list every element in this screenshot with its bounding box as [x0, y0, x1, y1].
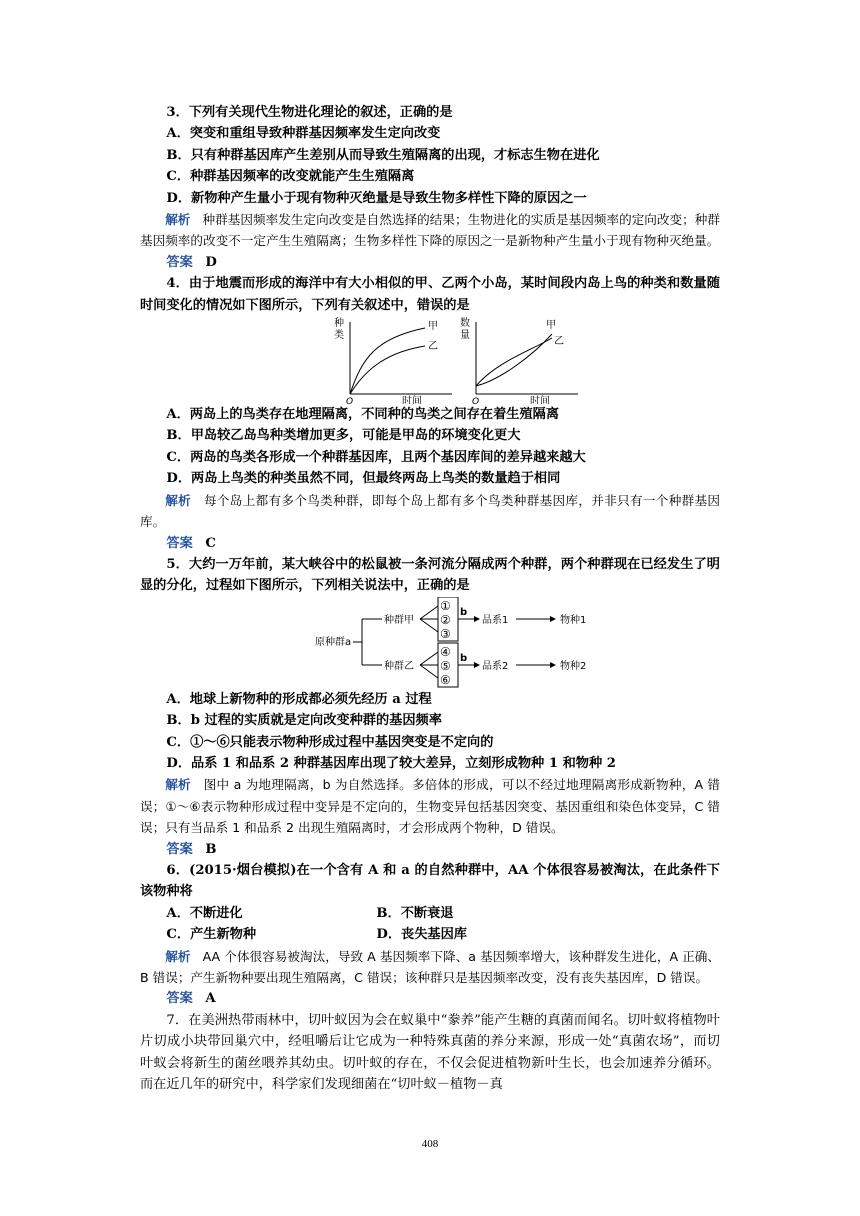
q6-option-a: A．不断进化	[166, 905, 243, 921]
q6-explanation	[140, 946, 720, 989]
q6-option-d: D．丧失基因库	[376, 927, 467, 943]
q4-right-ylabel-2: 量	[460, 330, 470, 342]
q5-mark-2: ②	[440, 612, 451, 627]
q6-options-row-2	[140, 924, 720, 945]
q4-left-graph	[334, 316, 452, 404]
q4-figure-svg	[140, 316, 720, 404]
q4-option-a: A．两岛上的鸟类存在地理隔离，不同种的鸟类之间存在着生殖隔离	[166, 407, 560, 423]
q6-stem-text: 在一个含有 A 和 a 的自然种群中，AA 个体很容易被淘汰，在此条件下该物种将	[140, 862, 720, 900]
content	[140, 102, 720, 1095]
q5-answer	[140, 839, 720, 860]
q4-explanation-text: 每个岛上都有多个鸟类种群，即每个岛上都有多个鸟类种群基因库，并非只有一个种群基因库。	[140, 492, 721, 530]
q4-right-origin: O	[472, 397, 480, 405]
q5-explanation-text: 图中 a 为地理隔离，b 为自然选择。多倍体的形成，可以不经过地理隔离形成新物种，A 错误；①～⑥表示物种形成过程中变异是不定向的，生物变异包括基因突变、基因重组和染色体变异，C 错误；只有当品系 1 和品系 2 出现生殖隔离时，才会形成两个物种，D 错误。	[140, 777, 721, 836]
q4-left-origin: O	[346, 397, 354, 405]
q5-figure-svg	[140, 597, 720, 689]
q4-left-s1: 甲	[428, 321, 438, 333]
q3-answer-label: 答案	[166, 254, 193, 270]
q5-option-d: D．品系 1 和品系 2 种群基因库出现了较大差异，立刻形成物种 1 和物种 2	[166, 755, 616, 771]
q6-answer-value: A	[205, 991, 216, 1007]
q5-mark-1: ①	[440, 598, 451, 613]
q4-answer	[140, 533, 720, 554]
q4-right-xlabel: 时间	[530, 396, 550, 405]
q5-option-c: C．①～⑥只能表示物种形成过程中基因突变是不定向的	[166, 734, 494, 750]
q5-explanation	[140, 774, 720, 838]
q4-explanation	[140, 490, 720, 533]
q3-explanation-label: 解析	[165, 212, 191, 228]
q4-left-series-yi	[350, 346, 425, 394]
q4-option-b: B．甲岛较乙岛鸟种类增加更多，可能是甲岛的环境变化更大	[166, 428, 521, 444]
q4-answer-value: C	[205, 535, 216, 551]
q5-fan-a3	[420, 619, 438, 632]
q4-stem: 4．由于地震而形成的海洋中有大小相似的甲、乙两个小岛，某时间段内岛上鸟的种类和数量随时间变化的情况如下图所示，下列有关叙述中，错误的是	[140, 276, 720, 313]
q5-arrowhead-b-a	[474, 616, 480, 622]
q5-b-label-b: b	[460, 652, 468, 664]
q3-explanation-text: 种群基因频率发生定向改变是自然选择的结果；生物进化的实质是基因频率的定向改变；种群基因频率的改变不一定产生生殖隔离；生物多样性下降的原因之一是新物种产生量小于现有物种灭绝量。	[140, 212, 721, 249]
q4-right-s2: 乙	[554, 336, 564, 348]
q4-right-graph	[460, 316, 578, 404]
q5-b-label-a: b	[460, 606, 468, 618]
q5-stem: 5．大约一万年前，某大峡谷中的松鼠被一条河流分隔成两个种群，两个种群现在已经发生了明显的分化，过程如下图所示，下列相关说法中，正确的是	[140, 556, 720, 594]
q5-answer-value: B	[205, 841, 217, 857]
q6-answer	[140, 988, 720, 1009]
q5-mark-6: ⑥	[440, 672, 451, 687]
q3-option-d: D．新物种产生量小于现有物种灭绝量是导致生物多样性下降的原因之一	[166, 190, 587, 206]
q4-option-c: C．两岛的鸟类各形成一个种群基因库，且两个基因库间的差异越来越大	[166, 449, 586, 465]
q5-fan-b1	[420, 652, 438, 665]
q4-left-ylabel-2: 类	[334, 330, 344, 342]
q4-option-d: D．两岛上鸟类的种类虽然不同，但最终两岛上鸟类的数量趋于相同	[166, 471, 561, 487]
q6-options-row-1	[140, 903, 720, 924]
q3-option-a: A．突变和重组导致种群基因频率发生定向改变	[166, 126, 441, 142]
q4-answer-label: 答案	[166, 535, 193, 551]
q3-stem: 3．下列有关现代生物进化理论的叙述，正确的是	[166, 105, 453, 120]
q3-answer	[140, 252, 720, 273]
q4-left-s2: 乙	[428, 341, 438, 353]
q5-species-2: 物种2	[560, 660, 587, 672]
q6-source: (2015·烟台模拟)	[189, 862, 297, 878]
q5-origin-label: 原种群a	[315, 636, 352, 648]
q7-stem: 7．在美洲热带雨林中，切叶蚁因为会在蚁巢中“豢养”能产生糖的真菌而闻名。切叶蚁将植物叶片切成小块带回巢穴中，经咀嚼后让它成为一种特殊真菌的养分来源，形成一处“真菌农场”，而切叶蚁会将新生的菌丝喂养其幼虫。切叶蚁的存在，不仅会促进植物新叶生长，也会加速养分循环。而在近几年的研究中，科学家们发现细菌在“切叶蚁－植物－真	[140, 1012, 720, 1093]
q3-option-c: C．种群基因频率的改变就能产生生殖隔离	[166, 169, 415, 185]
q5-strain-1: 品系1	[482, 614, 509, 626]
q6-explanation-label: 解析	[165, 948, 191, 964]
q5-answer-label: 答案	[166, 841, 193, 857]
q4-right-series-jia	[476, 334, 552, 386]
q4-left-ylabel-1: 种	[334, 318, 344, 330]
q5-explanation-label: 解析	[165, 777, 191, 793]
q5-strain-2: 品系2	[482, 660, 509, 672]
q3-answer-value: D	[205, 254, 217, 270]
q5-pop-b: 种群乙	[384, 660, 414, 672]
q6-number: 6．	[166, 862, 190, 878]
q5-mark-5: ⑤	[440, 658, 451, 673]
q5-mark-3: ③	[440, 626, 451, 641]
q5-arrowhead-sp-a	[550, 616, 556, 622]
q6-answer-label: 答案	[166, 991, 193, 1007]
q5-arrowhead-b-b	[474, 662, 480, 668]
q4-right-s1: 甲	[546, 320, 556, 332]
q6-stem	[140, 860, 720, 903]
q5-fan-a1	[420, 606, 438, 619]
q5-option-b: B．b 过程的实质就是定向改变种群的基因频率	[166, 713, 442, 729]
q4-explanation-label: 解析	[165, 492, 192, 508]
q5-option-a: A．地球上新物种的形成都必须先经历 a 过程	[166, 691, 432, 707]
q5-arrowhead-sp-b	[550, 662, 556, 668]
q6-option-c: C．产生新物种	[166, 927, 257, 943]
q5-pop-a: 种群甲	[384, 614, 414, 626]
q6-option-b: B．不断衰退	[376, 905, 454, 921]
page-number: 408	[421, 1138, 439, 1150]
q4-left-series-jia	[350, 328, 425, 394]
q5-fan-b3	[420, 665, 438, 678]
q6-explanation-text: AA 个体很容易被淘汰，导致 A 基因频率下降、a 基因频率增大，该种群发生进化，A 正确、B 错误；产生新物种要出现生殖隔离，C 错误；该种群只是基因频率改变，没有丧失基因库，D 错误。	[140, 948, 720, 985]
q4-left-xlabel: 时间	[402, 396, 422, 405]
q3-option-b: B．只有种群基因库产生差别从而导致生殖隔离的出现，才标志生物在进化	[166, 147, 600, 163]
q5-figure	[140, 597, 720, 689]
q4-figure	[140, 316, 720, 404]
q3-explanation	[140, 209, 720, 252]
q4-right-ylabel-1: 数	[460, 318, 470, 330]
q5-mark-4: ④	[440, 644, 451, 659]
q5-species-1: 物种1	[560, 614, 587, 626]
